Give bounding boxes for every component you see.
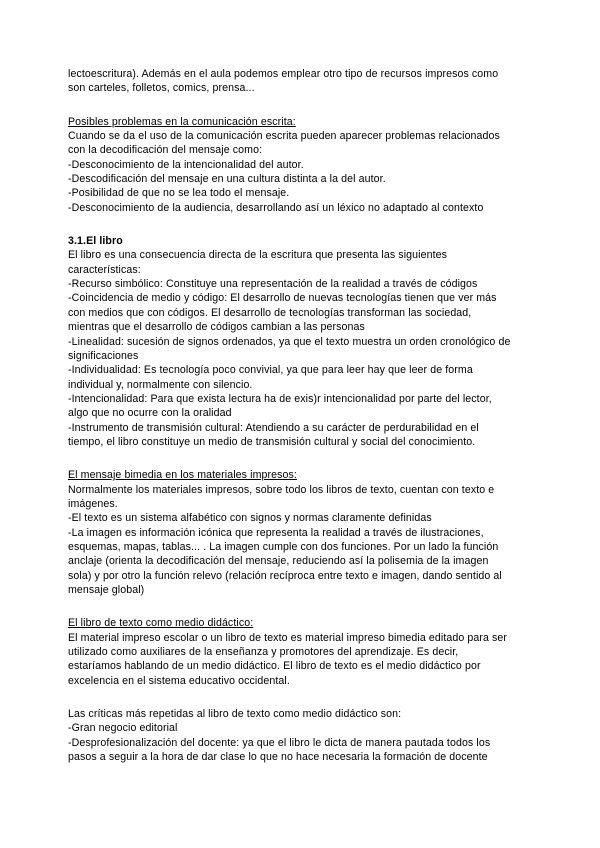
text-line: características:	[68, 263, 141, 276]
text-line: -Posibilidad de que no se lea todo el mensaje.	[68, 187, 290, 200]
text-line: lectoescritura). Además en el aula podemos emplear otro tipo de recursos impresos como	[68, 68, 499, 80]
section-heading: El mensaje bimedia en los materiales impresos:	[68, 469, 297, 482]
text-line: mientras que el desarrollo de códigos cambian a las personas	[68, 321, 365, 334]
text-line: -Desconocimiento de la audiencia, desarrollando así un léxico no adaptado al contexto	[68, 201, 484, 214]
text-line: tiempo, el libro constituye un medio de transmisión cultural y social del conocimiento.	[68, 435, 476, 448]
document-page	[68, 67, 538, 764]
document-section	[68, 234, 538, 449]
document-section	[68, 115, 538, 215]
text-line: con la decodificación del mensaje como:	[68, 144, 263, 157]
text-line: Cuando se da el uso de la comunicación escrita pueden aparecer problemas relacionados	[68, 130, 500, 143]
text-line: algo que no ocurre con la oralidad	[68, 407, 232, 420]
text-line: El material impreso escolar o un libro de texto es material impreso bimedia editado para ser	[68, 631, 508, 644]
document-section	[68, 616, 538, 688]
text-line: con medios que con códigos. El desarrollo de tecnologías transforman las sociedad,	[68, 306, 472, 319]
text-line: El libro es una consecuencia directa de la escritura que presenta las siguientes	[68, 249, 447, 262]
text-line: Normalmente los materiales impresos, sobre todo los libros de texto, cuentan con texto e	[68, 483, 495, 496]
text-line: son carteles, folletos, comics, prensa...	[68, 82, 255, 95]
text-line: -Desconocimiento de la intencionalidad del autor.	[68, 158, 304, 171]
document-section	[68, 468, 538, 597]
section-heading: El libro de texto como medio didáctico:	[68, 617, 254, 630]
text-line: individual y, normalmente con silencio.	[68, 378, 253, 391]
text-line: -Instrumento de transmisión cultural: Atendiendo a su carácter de perdurabilidad en el	[68, 421, 479, 434]
text-line: Las críticas más repetidas al libro de texto como medio didáctico son:	[68, 708, 402, 721]
text-line: -Gran negocio editorial	[68, 722, 178, 735]
text-line: esquemas, mapas, tablas... . La imagen cumple con dos funciones. Por un lado la función	[68, 540, 499, 553]
text-line: -El texto es un sistema alfabético con signos y normas claramente definidas	[68, 512, 432, 525]
text-line: mensaje global)	[68, 584, 145, 596]
text-line: -Desprofesionalización del docente: ya que el libro le dicta de manera pautada todos los	[68, 736, 491, 749]
text-line: excelencia en el sistema educativo occidental.	[68, 674, 290, 687]
section-heading: Posibles problemas en la comunicación escrita:	[68, 115, 296, 128]
text-line: utilizado como auxiliares de la enseñanza y promotores del aprendizaje. Es decir,	[68, 646, 459, 659]
text-line: pasos a seguir a la hora de dar clase lo que no hace necesaria la formación de docente	[68, 751, 488, 764]
text-line: -La imagen es información icónica que representa la realidad a través de ilustraciones,	[68, 526, 484, 539]
text-line: estaríamos hablando de un medio didáctico. El libro de texto es el medio didáctico por	[68, 660, 481, 673]
text-line: -Coincidencia de medio y código: El desarrollo de nuevas tecnologías tienen que ver más	[68, 292, 497, 305]
text-line: -Recurso simbólico: Constituye una representación de la realidad a través de códigos	[68, 278, 478, 291]
section-heading: 3.1.El libro	[68, 235, 123, 248]
document-section	[68, 707, 538, 764]
text-line: -Individualidad: Es tecnología poco convivial, ya que para leer hay que leer de forma	[68, 364, 473, 377]
text-line: -Descodificación del mensaje en una cultura distinta a la del autor.	[68, 173, 386, 186]
text-line: -Linealidad: sucesión de signos ordenados, ya que el texto muestra un orden cronológico de	[68, 335, 511, 348]
document-section	[68, 67, 538, 96]
text-line: -Intencionalidad: Para que exista lectura ha de exis)r intencionalidad por parte del lector,	[68, 392, 492, 405]
text-line: anclaje (orienta la decodificación del mensaje, reduciendo así la polisemia de la imagen	[68, 555, 489, 568]
text-line: imágenes.	[68, 497, 118, 510]
text-line: significaciones	[68, 349, 139, 362]
text-line: sola) y por otro la función relevo (relación recíproca entre texto e imagen, dando sentido al	[68, 569, 502, 582]
